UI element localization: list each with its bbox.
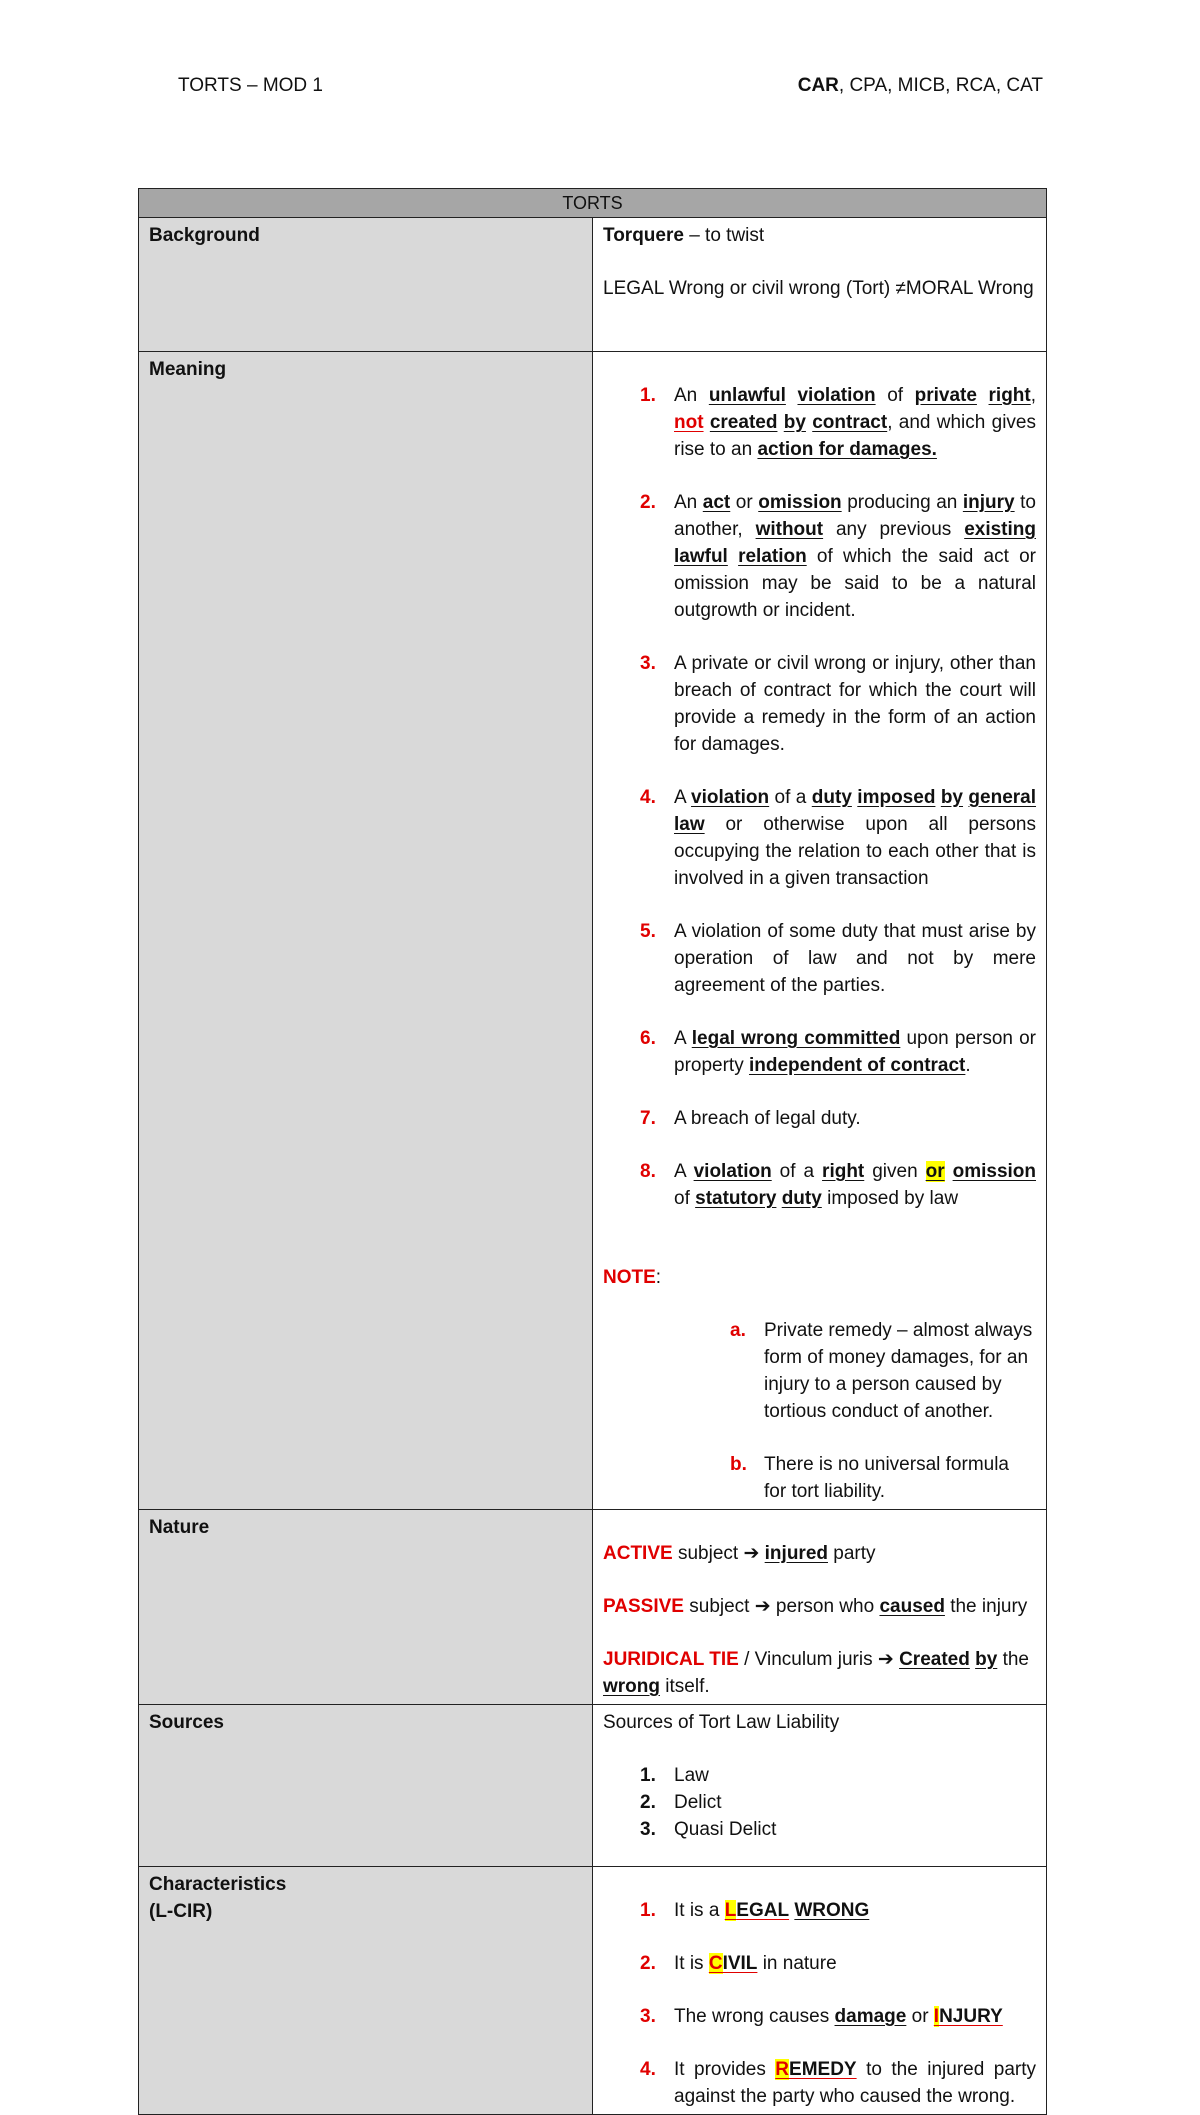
note-list [603, 1317, 1036, 1505]
label-characteristics: Characteristics (L-CIR) [139, 1867, 593, 2115]
item-number: 3. [640, 2006, 656, 2027]
note-letter: b. [730, 1454, 747, 1475]
nature-juridical-line: JURIDICAL TIE / Vinculum juris ➔ Created by the wrong itself. [603, 1649, 1029, 1697]
note-label: NOTE [603, 1267, 656, 1288]
juridical-term: JURIDICAL TIE [603, 1649, 739, 1670]
item-number: 2. [640, 1792, 656, 1813]
item-number: 5. [640, 921, 656, 942]
meaning-list [603, 382, 1036, 1212]
sources-list [603, 1762, 1036, 1843]
table-title: TORTS [139, 189, 1047, 218]
content-sources [593, 1705, 1047, 1867]
item-number: 6. [640, 1028, 656, 1049]
active-term: ACTIVE [603, 1543, 673, 1564]
meaning-item: 2. An act or omission producing an injury to another, without any previous existing lawful relation of which the said act or omission may be said to be a natural outgrowth or incident. [603, 489, 1036, 624]
arrow-icon: ➔ [877, 1649, 894, 1670]
nature-active-line: ACTIVE subject ➔ injured party [603, 1543, 876, 1564]
arrow-icon: ➔ [754, 1596, 771, 1617]
source-item: 3. Quasi Delict [603, 1816, 1036, 1843]
label-nature: Nature [139, 1510, 593, 1705]
content-nature [593, 1510, 1047, 1705]
item-number: 1. [640, 1765, 656, 1786]
header-course-title: TORTS – MOD 1 [178, 75, 323, 96]
header-topic-car: CAR [797, 75, 839, 96]
source-item: 1. Law [603, 1762, 1036, 1789]
meaning-item: 8. A violation of a right given or omission of statutory duty imposed by law [603, 1158, 1036, 1212]
meaning-item: 3. A private or civil wrong or injury, other than breach of contract for which the court will provide a remedy in the form of an action for damages. [603, 650, 1036, 758]
item-number: 1. [640, 1900, 656, 1921]
item-number: 4. [640, 787, 656, 808]
item-number: 8. [640, 1161, 656, 1182]
row-characteristics [139, 1867, 1047, 2115]
torquere-line [603, 222, 1036, 249]
characteristic-item: 4. It provides REMEDY to the injured party against the party who caused the wrong. [603, 2056, 1036, 2110]
label-sources: Sources [139, 1705, 593, 1867]
arrow-icon: ➔ [743, 1543, 760, 1564]
content-meaning [593, 352, 1047, 1510]
header-topics-rest: , CPA, MICB, RCA, CAT [838, 75, 1043, 96]
row-background [139, 218, 1047, 352]
legal-wrong-line: LEGAL Wrong or civil wrong (Tort) ≠MORAL Wrong [603, 278, 1034, 299]
page-header [178, 72, 1043, 102]
item-number: 2. [640, 1953, 656, 1974]
label-background: Background [139, 218, 593, 352]
characteristic-item: 2. It is CIVIL in nature [603, 1950, 1036, 1977]
passive-term: PASSIVE [603, 1596, 684, 1617]
sources-intro: Sources of Tort Law Liability [603, 1712, 840, 1733]
torquere-definition: – to twist [683, 225, 765, 246]
note-item: b. There is no universal formula for tort liability. [603, 1451, 1036, 1505]
row-meaning [139, 352, 1047, 1510]
content-characteristics [593, 1867, 1047, 2115]
meaning-item: 4. A violation of a duty imposed by general law or otherwise upon all persons occupying the relation to each other that is involved in a given transaction [603, 784, 1036, 892]
content-background [593, 218, 1047, 352]
note-heading: NOTE: [603, 1267, 662, 1288]
row-sources [139, 1705, 1047, 1867]
note-item: a. Private remedy – almost always form of money damages, for an injury to a person caused by tortious conduct of another. [603, 1317, 1036, 1425]
item-number: 4. [640, 2059, 656, 2080]
item-number: 1. [640, 385, 656, 406]
torts-table [138, 188, 1047, 2115]
meaning-item: 1. An unlawful violation of private right, not created by contract, and which gives rise to an action for damages. [603, 382, 1036, 463]
characteristic-item: 3. The wrong causes damage or INJURY [603, 2003, 1036, 2030]
torquere-term: Torquere [603, 225, 684, 246]
item-number: 7. [640, 1108, 656, 1129]
note-letter: a. [730, 1320, 746, 1341]
meaning-item: 5. A violation of some duty that must arise by operation of law and not by mere agreement of the parties. [603, 918, 1036, 999]
characteristics-list [603, 1897, 1036, 2110]
row-nature [139, 1510, 1047, 1705]
item-number: 2. [640, 492, 656, 513]
item-number: 3. [640, 1819, 656, 1840]
meaning-item: 7. A breach of legal duty. [603, 1105, 1036, 1132]
nature-passive-line: PASSIVE subject ➔ person who caused the injury [603, 1596, 1028, 1617]
source-item: 2. Delict [603, 1789, 1036, 1816]
header-topics [798, 72, 1043, 99]
characteristic-item: 1. It is a LEGAL WRONG [603, 1897, 1036, 1924]
meaning-item: 6. A legal wrong committed upon person or property independent of contract. [603, 1025, 1036, 1079]
item-number: 3. [640, 653, 656, 674]
label-meaning: Meaning [139, 352, 593, 1510]
